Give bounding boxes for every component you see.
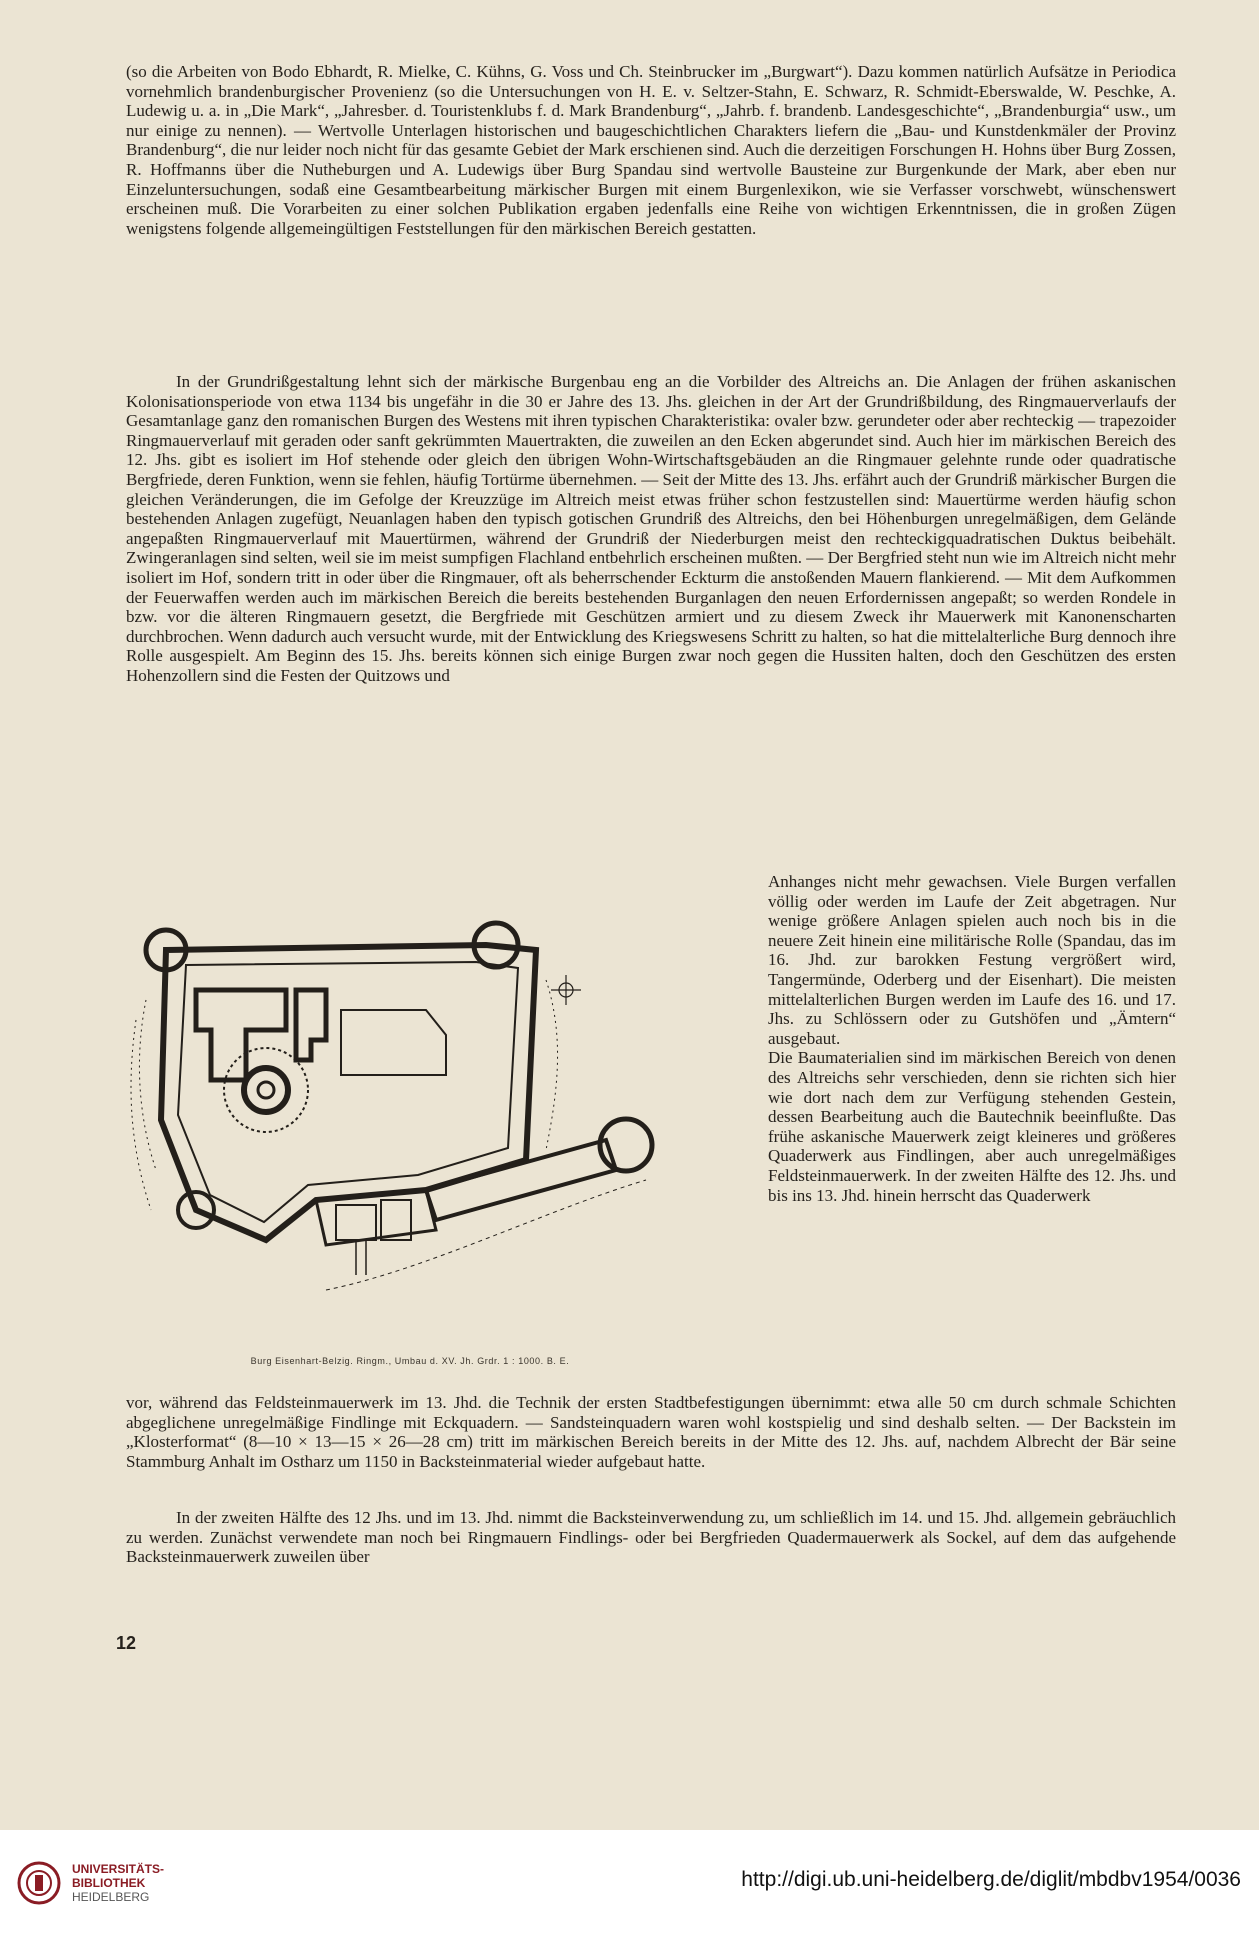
text-block-intro [126, 62, 1176, 238]
floor-plan-drawing [126, 890, 756, 1380]
paragraph: In der zweiten Hälfte des 12 Jhs. und im 13. Jhd. nimmt die Backsteinverwendung zu, um schließlich im 14. und 15. Jhd. allgemein gebräuchlich zu werden. Zunächst verwendete man noch bei Ringmauern Findlings- oder bei Bergfrieden Quadermauerwerk als Sockel, auf dem das aufgehende Backsteinmauerwerk zuweilen über [126, 1508, 1176, 1567]
paragraph: vor, während das Feldsteinmauerwerk im 13. Jhd. die Technik der ersten Stadtbefestigungen übernimmt: etwa alle 50 cm durch schmale Schichten abgeglichene unregelmäßige Findlinge mit Eckquadern. — Sandsteinquadern waren wohl kostspielig und sind deshalb selten. — Der Backstein im „Klosterformat“ (8—10 × 13—15 × 26—28 cm) tritt im märkischen Bereich bereits in der Mitte des 12. Jhs. auf, nachdem Albrecht der Bär seine Stammburg Anhalt im Ostharz um 1150 in Backsteinmaterial wieder aufgebaut hatte. [126, 1393, 1176, 1471]
library-name [72, 1862, 164, 1904]
library-name-line: HEIDELBERG [72, 1890, 150, 1904]
paragraph: Anhanges nicht mehr gewachsen. Viele Burgen verfallen völlig oder werden im Laufe der Zeit abgetragen. Nur wenige größere Anlagen spielen auch noch bis in die neuere Zeit hinein eine militärische Rolle (Spandau, das im 16. Jhd. zur barokken Festung vergrößert wird, Tangermünde, Oderberg und der Eisenhart). Die meisten mittelalterlichen Burgen werden im Laufe des 16. und 17. Jhs. zu Schlössern oder zu Gutshöfen und „Ämtern“ ausgebaut. [768, 872, 1176, 1048]
text-block-grundriss [126, 372, 1176, 686]
permalink-url[interactable]: http://digi.ub.uni-heidelberg.de/diglit/mbdbv1954/0036 [741, 1868, 1241, 1891]
side-column-text [768, 872, 1176, 1205]
library-name-line: BIBLIOTHEK [72, 1876, 146, 1890]
paragraph: In der Grundrißgestaltung lehnt sich der märkische Burgenbau eng an die Vorbilder des Altreichs an. Die Anlagen der frühen askanischen Kolonisationsperiode von etwa 1134 bis ungefähr in die 30 er Jahre des 13. Jhs. gleichen in der Art der Grundrißbildung, des Ringmauerverlaufs der Gesamtanlage ganz den romanischen Burgen des Westens mit ihren typischen Charakteristika: ovaler bzw. gerundeter oder aber rechteckig — trapezoider Ringmauerverlauf mit geraden oder sanft gekrümmten Mauertrakten, die zuweilen an den Ecken abgerundet sind. Auch hier im märkischen Bereich des 12. Jhs. gibt es isoliert im Hof stehende oder gleich den übrigen Wohn-Wirtschaftsgebäuden an die Ringmauer gelehnte runde oder quadratische Bergfriede, deren Funktion, wenn sie fehlen, häufig Tortürme übernehmen. — Seit der Mitte des 13. Jhs. erfährt auch der Grundriß märkischer Burgen die gleichen Veränderungen, die im Gefolge der Kreuzzüge im Altreich meist etwas früher schon festzustellen sind: Mauertürme werden häufig schon bestehenden Anlagen zugefügt, Neuanlagen haben den typisch gotischen Grundriß des Altreichs, den bei Höhenburgen unregelmäßigen, dem Gelände angepaßten Ringmauerverlauf mit Mauertürmen, während der Grundriß der Niederburgen meist den rechteckigquadratischen Duktus beibehält. Zwingeranlagen sind selten, weil sie im meist sumpfigen Flachland entbehrlich erscheinen mußten. — Der Bergfried steht nun wie im Altreich nicht mehr isoliert im Hof, sondern tritt in oder über die Ringmauer, oft als beherrschender Eckturm die anstoßenden Mauern flankierend. — Mit dem Aufkommen der Feuerwaffen werden auch im märkischen Bereich die bereits bestehenden Burganlagen den neuen Erfordernissen angepaßt; so werden Rondele in bzw. vor die älteren Ringmauern gesetzt, die Bergfriede mit Geschützen armiert und zu diesem Zweck ihr Mauerwerk mit Kanonenscharten durchbrochen. Wenn dadurch auch versucht wurde, mit der Entwicklung des Kriegswesens Schritt zu halten, so hat die mittelalterliche Burg dennoch ihre Rolle ausgespielt. Am Beginn des 15. Jhs. bereits können sich einige Burgen zwar noch gegen die Hussiten halten, doch den Geschützen des ersten Hohenzollern sind die Festen der Quitzows und [126, 372, 1176, 685]
figure-caption: Burg Eisenhart-Belzig. Ringm., Umbau d. XV. Jh. Grdr. 1 : 1000. B. E. [250, 1356, 570, 1366]
page-number: 12 [116, 1633, 137, 1653]
castle-floor-plan [126, 890, 756, 1380]
digitization-footer [0, 1830, 1259, 1934]
paragraph: Die Baumaterialien sind im märkischen Bereich von denen des Altreichs sehr verschieden, denn sie richten sich hier wie dort nach dem zur Verfügung stehenden Gestein, dessen Bearbeitung auch die Bautechnik beeinflußte. Das frühe askanische Mauerwerk zeigt kleineres und größeres Quaderwerk aus Findlingen, aber auch unregelmäßiges Feldsteinmauerwerk. In der zweiten Hälfte des 12. Jhs. und bis ins 13. Jhd. hinein herrscht das Quaderwerk [768, 1048, 1176, 1205]
text-block-material [126, 1393, 1176, 1471]
paragraph: (so die Arbeiten von Bodo Ebhardt, R. Mielke, C. Kühns, G. Voss und Ch. Steinbrucker im „Burgwart“). Dazu kommen natürlich Aufsätze in Periodica vornehmlich brandenburgischer Provenienz (so die Untersuchungen von H. E. v. Seltzer-Stahn, E. Schwarz, R. Schmidt-Eberswalde, W. Peschke, A. Ludewig u. a. in „Die Mark“, „Jahresber. d. Touristenklubs f. d. Mark Brandenburg“, „Jahrb. f. brandenb. Landesgeschichte“, „Brandenburgia“ usw., um nur einige zu nennen). — Wertvolle Unterlagen historischen und baugeschichtlichen Charakters liefern die „Bau- und Kunstdenkmäler der Provinz Brandenburg“, die nur leider noch nicht für das gesamte Gebiet der Mark erschienen sind. Auch die derzeitigen Forschungen H. Hohns über Burg Zossen, R. Hoffmanns über die Nutheburgen und A. Ludewigs über Burg Spandau sind wertvolle Bausteine zur Burgenkunde der Mark, aber eben nur Einzeluntersuchungen, sodaß eine Gesamtbearbeitung märkischer Burgen mit einem Burgenlexikon, wie sie Verfasser vorschwebt, wünschenswert erscheinen muß. Die Vorarbeiten zu einer solchen Publikation ergaben jedenfalls eine Reihe von wichtigen Erkenntnissen, die in großen Zügen wenigstens folgende allgemeingültigen Feststellungen für den märkischen Bereich gestatten. [126, 62, 1176, 238]
library-seal-icon [16, 1860, 62, 1906]
text-block-backstein [126, 1508, 1176, 1567]
library-name-line: UNIVERSITÄTS- [72, 1862, 165, 1876]
